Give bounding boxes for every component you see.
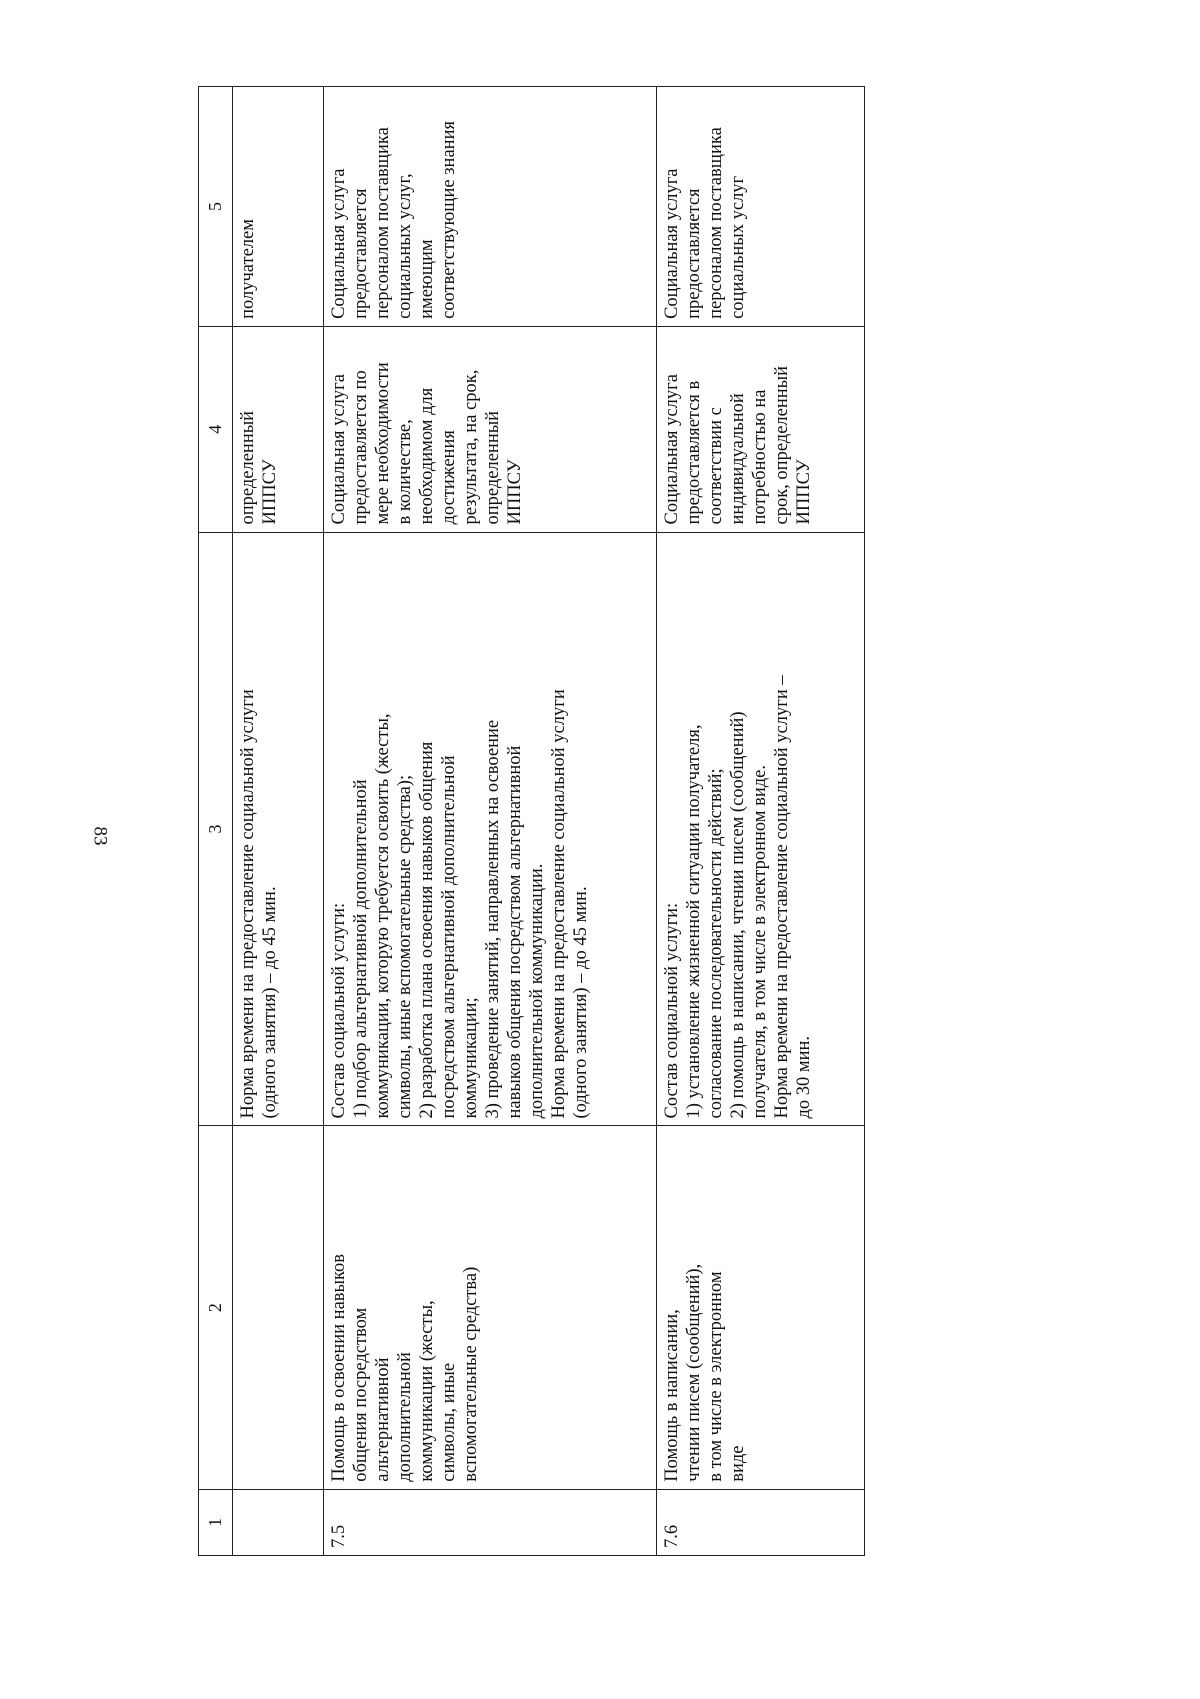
text-line: 2) помощь в написании, чтении писем (сообщений): [728, 711, 748, 1119]
text-line: посредством альтернативной дополнительной: [439, 755, 459, 1119]
service-name: [324, 1126, 657, 1489]
row-number: 7.5: [324, 1489, 657, 1555]
text-line: соответствии с: [706, 407, 726, 525]
text-line: предоставляется: [351, 188, 371, 319]
text-line: Норма времени на предоставление социальной услуги –: [772, 675, 792, 1119]
text-line: результата, на срок,: [461, 369, 481, 525]
text-line: символы, иные: [439, 1362, 459, 1482]
text-line: общения посредством: [351, 1307, 371, 1482]
text-line: необходимом для: [417, 387, 437, 525]
text-line: предоставляется в: [684, 380, 704, 525]
text-line: Состав социальной услуги:: [329, 902, 349, 1119]
text-line: персоналом поставщика: [373, 127, 393, 319]
text-line: ИППСУ: [505, 459, 525, 525]
text-line: в том числе в электронном: [706, 1271, 726, 1482]
text-line: коммуникации;: [461, 997, 481, 1119]
text-line: определенный: [483, 410, 503, 525]
service-term: [657, 326, 865, 532]
text-line: Помощь в освоении навыков: [329, 1254, 349, 1482]
service-quality: [657, 87, 865, 327]
text-line: Состав социальной услуги:: [662, 902, 682, 1119]
text-line: срок, определенный: [772, 366, 792, 525]
text-line: 2) разработка плана освоения навыков общения: [417, 741, 437, 1119]
text-line: Социальная услуга: [329, 168, 349, 319]
service-term: [233, 326, 324, 532]
text-line: до 30 мин.: [794, 1035, 814, 1119]
text-line: виде: [728, 1445, 748, 1482]
header-row: [199, 87, 233, 1556]
text-line: получателем: [238, 219, 258, 319]
text-line: Помощь в написании,: [662, 1309, 682, 1482]
table-row: [324, 87, 657, 1556]
service-term: [324, 326, 657, 532]
text-line: персоналом поставщика: [706, 127, 726, 319]
text-line: (одного занятия) – до 45 мин.: [260, 886, 280, 1119]
text-line: Норма времени на предоставление социальной услуги: [238, 689, 258, 1119]
service-description: [233, 532, 324, 1126]
text-line: дополнительной коммуникации.: [527, 863, 547, 1119]
text-line: мере необходимости: [373, 362, 393, 525]
text-line: символы, иные вспомогательные средства);: [395, 774, 415, 1119]
text-line: социальных услуг,: [395, 173, 415, 319]
table-row: [657, 87, 865, 1556]
text-line: навыков общения посредством альтернативной: [505, 745, 525, 1119]
text-line: получателя, в том числе в электронном виде.: [750, 764, 770, 1119]
service-description: [324, 532, 657, 1126]
text-line: соответствующие знания: [439, 121, 459, 319]
text-line: потребностью на: [750, 389, 770, 525]
text-line: предоставляется: [684, 188, 704, 319]
text-line: 1) подбор альтернативной дополнительной: [351, 779, 371, 1119]
service-quality: [233, 87, 324, 327]
text-line: альтернативной: [373, 1357, 393, 1482]
header-col-4: 4: [199, 326, 233, 532]
header-col-5: 5: [199, 87, 233, 327]
services-table: [198, 86, 865, 1556]
header-col-1: 1: [199, 1489, 233, 1555]
text-line: ИППСУ: [260, 459, 280, 525]
service-name: [233, 1126, 324, 1489]
text-line: коммуникации, которую требуется освоить (жесты,: [373, 713, 393, 1119]
text-line: 1) установление жизненной ситуации получателя,: [684, 724, 704, 1119]
text-line: согласование последовательности действий;: [706, 768, 726, 1119]
row-number: [233, 1489, 324, 1555]
text-line: вспомогательные средства): [461, 1266, 481, 1482]
row-number: 7.6: [657, 1489, 865, 1555]
text-line: 3) проведение занятий, направленных на освоение: [483, 719, 503, 1119]
service-description: [657, 532, 865, 1126]
page-number: 83: [89, 826, 111, 846]
text-line: коммуникации (жесты,: [417, 1300, 437, 1482]
text-line: индивидуальной: [728, 393, 748, 525]
text-line: достижения: [439, 430, 459, 525]
text-line: Норма времени на предоставление социальной услуги: [549, 689, 569, 1119]
table-row: [233, 87, 324, 1556]
header-col-3: 3: [199, 532, 233, 1126]
service-quality: [324, 87, 657, 327]
text-line: Социальная услуга: [662, 168, 682, 319]
text-line: определенный: [238, 410, 258, 525]
text-line: имеющим: [417, 239, 437, 319]
text-line: предоставляется по: [351, 370, 371, 525]
service-name: [657, 1126, 865, 1489]
text-line: Социальная услуга: [662, 374, 682, 525]
text-line: чтении писем (сообщений),: [684, 1263, 704, 1482]
text-line: дополнительной: [395, 1352, 415, 1482]
text-line: в количестве,: [395, 419, 415, 525]
text-line: социальных услуг: [728, 175, 748, 319]
text-line: (одного занятия) – до 45 мин.: [571, 886, 591, 1119]
text-line: Социальная услуга: [329, 374, 349, 525]
header-col-2: 2: [199, 1126, 233, 1489]
text-line: ИППСУ: [794, 459, 814, 525]
rotated-table-wrapper: [198, 86, 865, 1556]
